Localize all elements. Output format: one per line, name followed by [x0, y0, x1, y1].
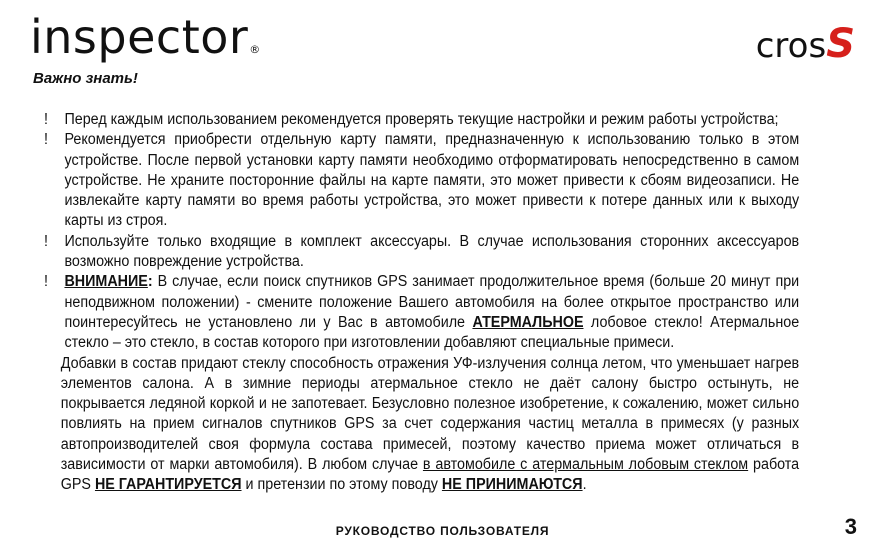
logo-right-mark: S — [826, 21, 855, 67]
logo-left-text: inspector — [30, 10, 249, 64]
athermal-paragraph — [44, 354, 799, 496]
bullet-item-warning — [44, 272, 799, 353]
logo-right-text: cros — [755, 26, 827, 66]
registered-mark: ® — [249, 43, 261, 56]
bullet-marker: ! — [44, 111, 48, 128]
bullet-item — [44, 130, 799, 231]
not-accepted: НЕ ПРИНИМАЮТСЯ — [441, 476, 583, 494]
footer-title: РУКОВОДСТВО ПОЛЬЗОВАТЕЛЯ — [335, 524, 550, 538]
paragraph-text-2: работа GPS — [60, 456, 800, 494]
paragraph-text-3: и претензии по этому поводу — [241, 476, 442, 494]
bullet-marker: ! — [44, 273, 48, 291]
paragraph-text-1: Добавки в состав придают стеклу способность отражения УФ-излучения солнца летом, что уменьшает нагрев элементов салона. А в зимние периоды атермальное стекло не даёт салону быстро остынуть, не покрывается ледяной коркой и не запотевает. Безусловно полезное изобретение, к сожалению, может сильно повлиять на прием сигналов спутников GPS за счет содержания частиц металла в примесях (у разных автопроизводителей своя формула состава примесей, поэтому качество приема может отличаться в зависимости от марки автомобиля). В любом случае — [60, 354, 800, 474]
inspector-logo — [30, 10, 261, 64]
warning-colon: : — [147, 273, 153, 291]
bullet-marker: ! — [44, 131, 48, 149]
bullet-text: Рекомендуется приобрести отдельную карту памяти, предназначенную к использованию только в этом устройстве. После первой установки карту памяти необходимо отформатировать непосредственно в самом устройстве. Не храните посторонние файлы на карте памяти, это может привести к сбоям видеозаписи. Не извлекайте карту памяти во время работы устройства, это может привести к потере данных или к выходу карты из строя. — [64, 131, 800, 230]
notice-content — [44, 110, 799, 496]
warning-text-2: лобовое стекло! Атермальное стекло – это стекло, в состав которого при изготовлении добавляют специальные примеси. — [64, 313, 800, 352]
not-guaranteed: НЕ ГАРАНТИРУЕТСЯ — [94, 476, 242, 494]
bullet-item — [44, 110, 799, 130]
paragraph-text-4: . — [582, 476, 587, 494]
warning-text-1: В случае, если поиск спутников GPS занимает продолжительное время (больше 20 минут при неподвижном положении) - смените положение Вашего автомобиля на более открытое пространство или поинтересуйтесь не установлено ли у Вас в автомобиле — [64, 273, 800, 331]
cross-logo — [755, 21, 855, 67]
page-number: 3 — [844, 514, 857, 539]
paragraph-underline: в автомобиле с атермальным лобовым стеклом — [422, 456, 749, 474]
bullet-marker: ! — [44, 232, 48, 250]
bullet-text: Используйте только входящие в комплект аксессуары. В случае использования сторонних аксессуаров возможно повреждение устройства. — [64, 232, 800, 271]
section-subtitle: Важно знать! — [33, 70, 138, 87]
bullet-text: Перед каждым использованием рекомендуется проверять текущие настройки и режим работы устройства; — [64, 111, 779, 128]
warning-label: ВНИМАНИЕ — [64, 273, 148, 291]
athermal-term: АТЕРМАЛЬНОЕ — [472, 313, 584, 331]
bullet-item — [44, 232, 799, 273]
